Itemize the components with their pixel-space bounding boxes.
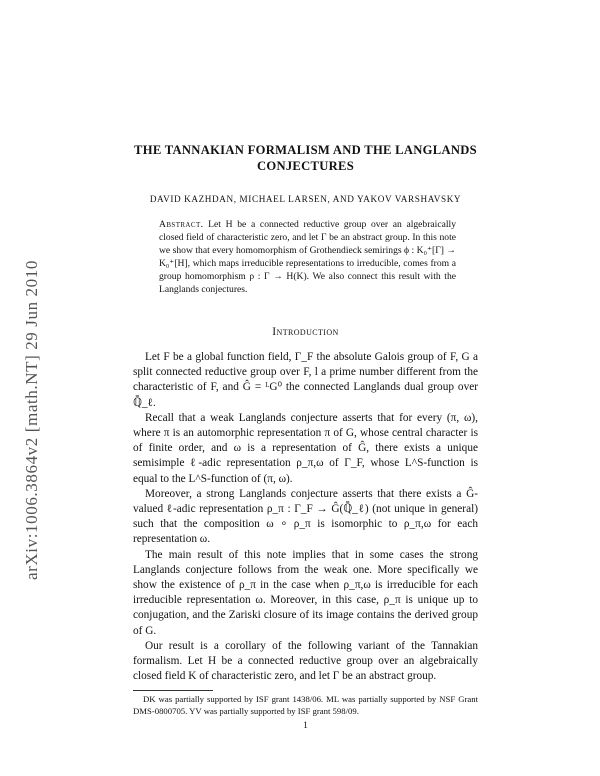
- paragraph: Moreover, a strong Langlands conjecture asserts that there exists a Ĝ-valued ℓ-adic representation ρ_π : Γ_F → Ĝ(ℚ̄_ℓ) (not unique in general) such that the composition ω ∘ ρ_π is isomorphic to ρ_π,ω for each representation ω.: [133, 487, 478, 546]
- abstract-text: Let H be a connected reductive group over an algebraically closed field of characteristic zero, and let Γ be an abstract group. In this note we show that every homomorphism of Grothendieck semirings ϕ : K₀⁺[Γ] → K₀⁺[H], which maps irreducible representations to irreducible, comes from a group homomorphism ρ : Γ → H(K). We also connect this result with the Langlands conjectures.: [159, 219, 456, 295]
- paper-page: [133, 142, 478, 731]
- abstract: [159, 218, 456, 296]
- abstract-label: Abstract.: [159, 219, 204, 230]
- paragraph: Our result is a corollary of the following variant of the Tannakian formalism. Let H be a connected reductive group over an algebraically closed field K of characteristic zero, and let Γ be an abstract group.: [133, 639, 478, 683]
- author-list: DAVID KAZHDAN, MICHAEL LARSEN, AND YAKOV VARSHAVSKY: [149, 194, 462, 204]
- body-text: [133, 350, 478, 684]
- arxiv-identifier: arXiv:1006.3864v2 [math.NT] 29 Jun 2010: [22, 260, 41, 580]
- page-number: 1: [303, 721, 308, 732]
- section-heading: Introduction: [272, 326, 339, 338]
- footnote: DK was partially supported by ISF grant 1438/06. ML was partially supported by NSF Grant DMS-0800705. YV was partially supported by ISF grant 598/09.: [133, 694, 478, 716]
- paper-title: THE TANNAKIAN FORMALISM AND THE LANGLANDS CONJECTURES: [134, 143, 477, 173]
- paragraph: The main result of this note implies that in some cases the strong Langlands conjecture follows from the weak one. More specifically we show the existence of ρ_π in the case when ρ_π,ω is irreducible for each irreducible representation ω. Moreover, in this case, ρ_π is unique up to conjugation, and the Zariski closure of its image contains the derived group of G.: [133, 548, 478, 637]
- paragraph: Recall that a weak Langlands conjecture asserts that for every (π, ω), where π is an automorphic representation π of G, whose central character is of finite order, and ω is a representation of Ĝ, there exists a unique semisimple ℓ-adic representation ρ_π,ω of Γ_F, whose L^S-function is equal to the L^S-function of (π, ω).: [133, 411, 478, 485]
- footnote-rule: [133, 690, 213, 691]
- paragraph: Let F be a global function field, Γ_F the absolute Galois group of F, G a split connected reductive group over F, l a prime number different from the characteristic of F, and Ĝ = ᴸG⁰ the connected Langlands dual group over ℚ̄_ℓ.: [133, 351, 478, 409]
